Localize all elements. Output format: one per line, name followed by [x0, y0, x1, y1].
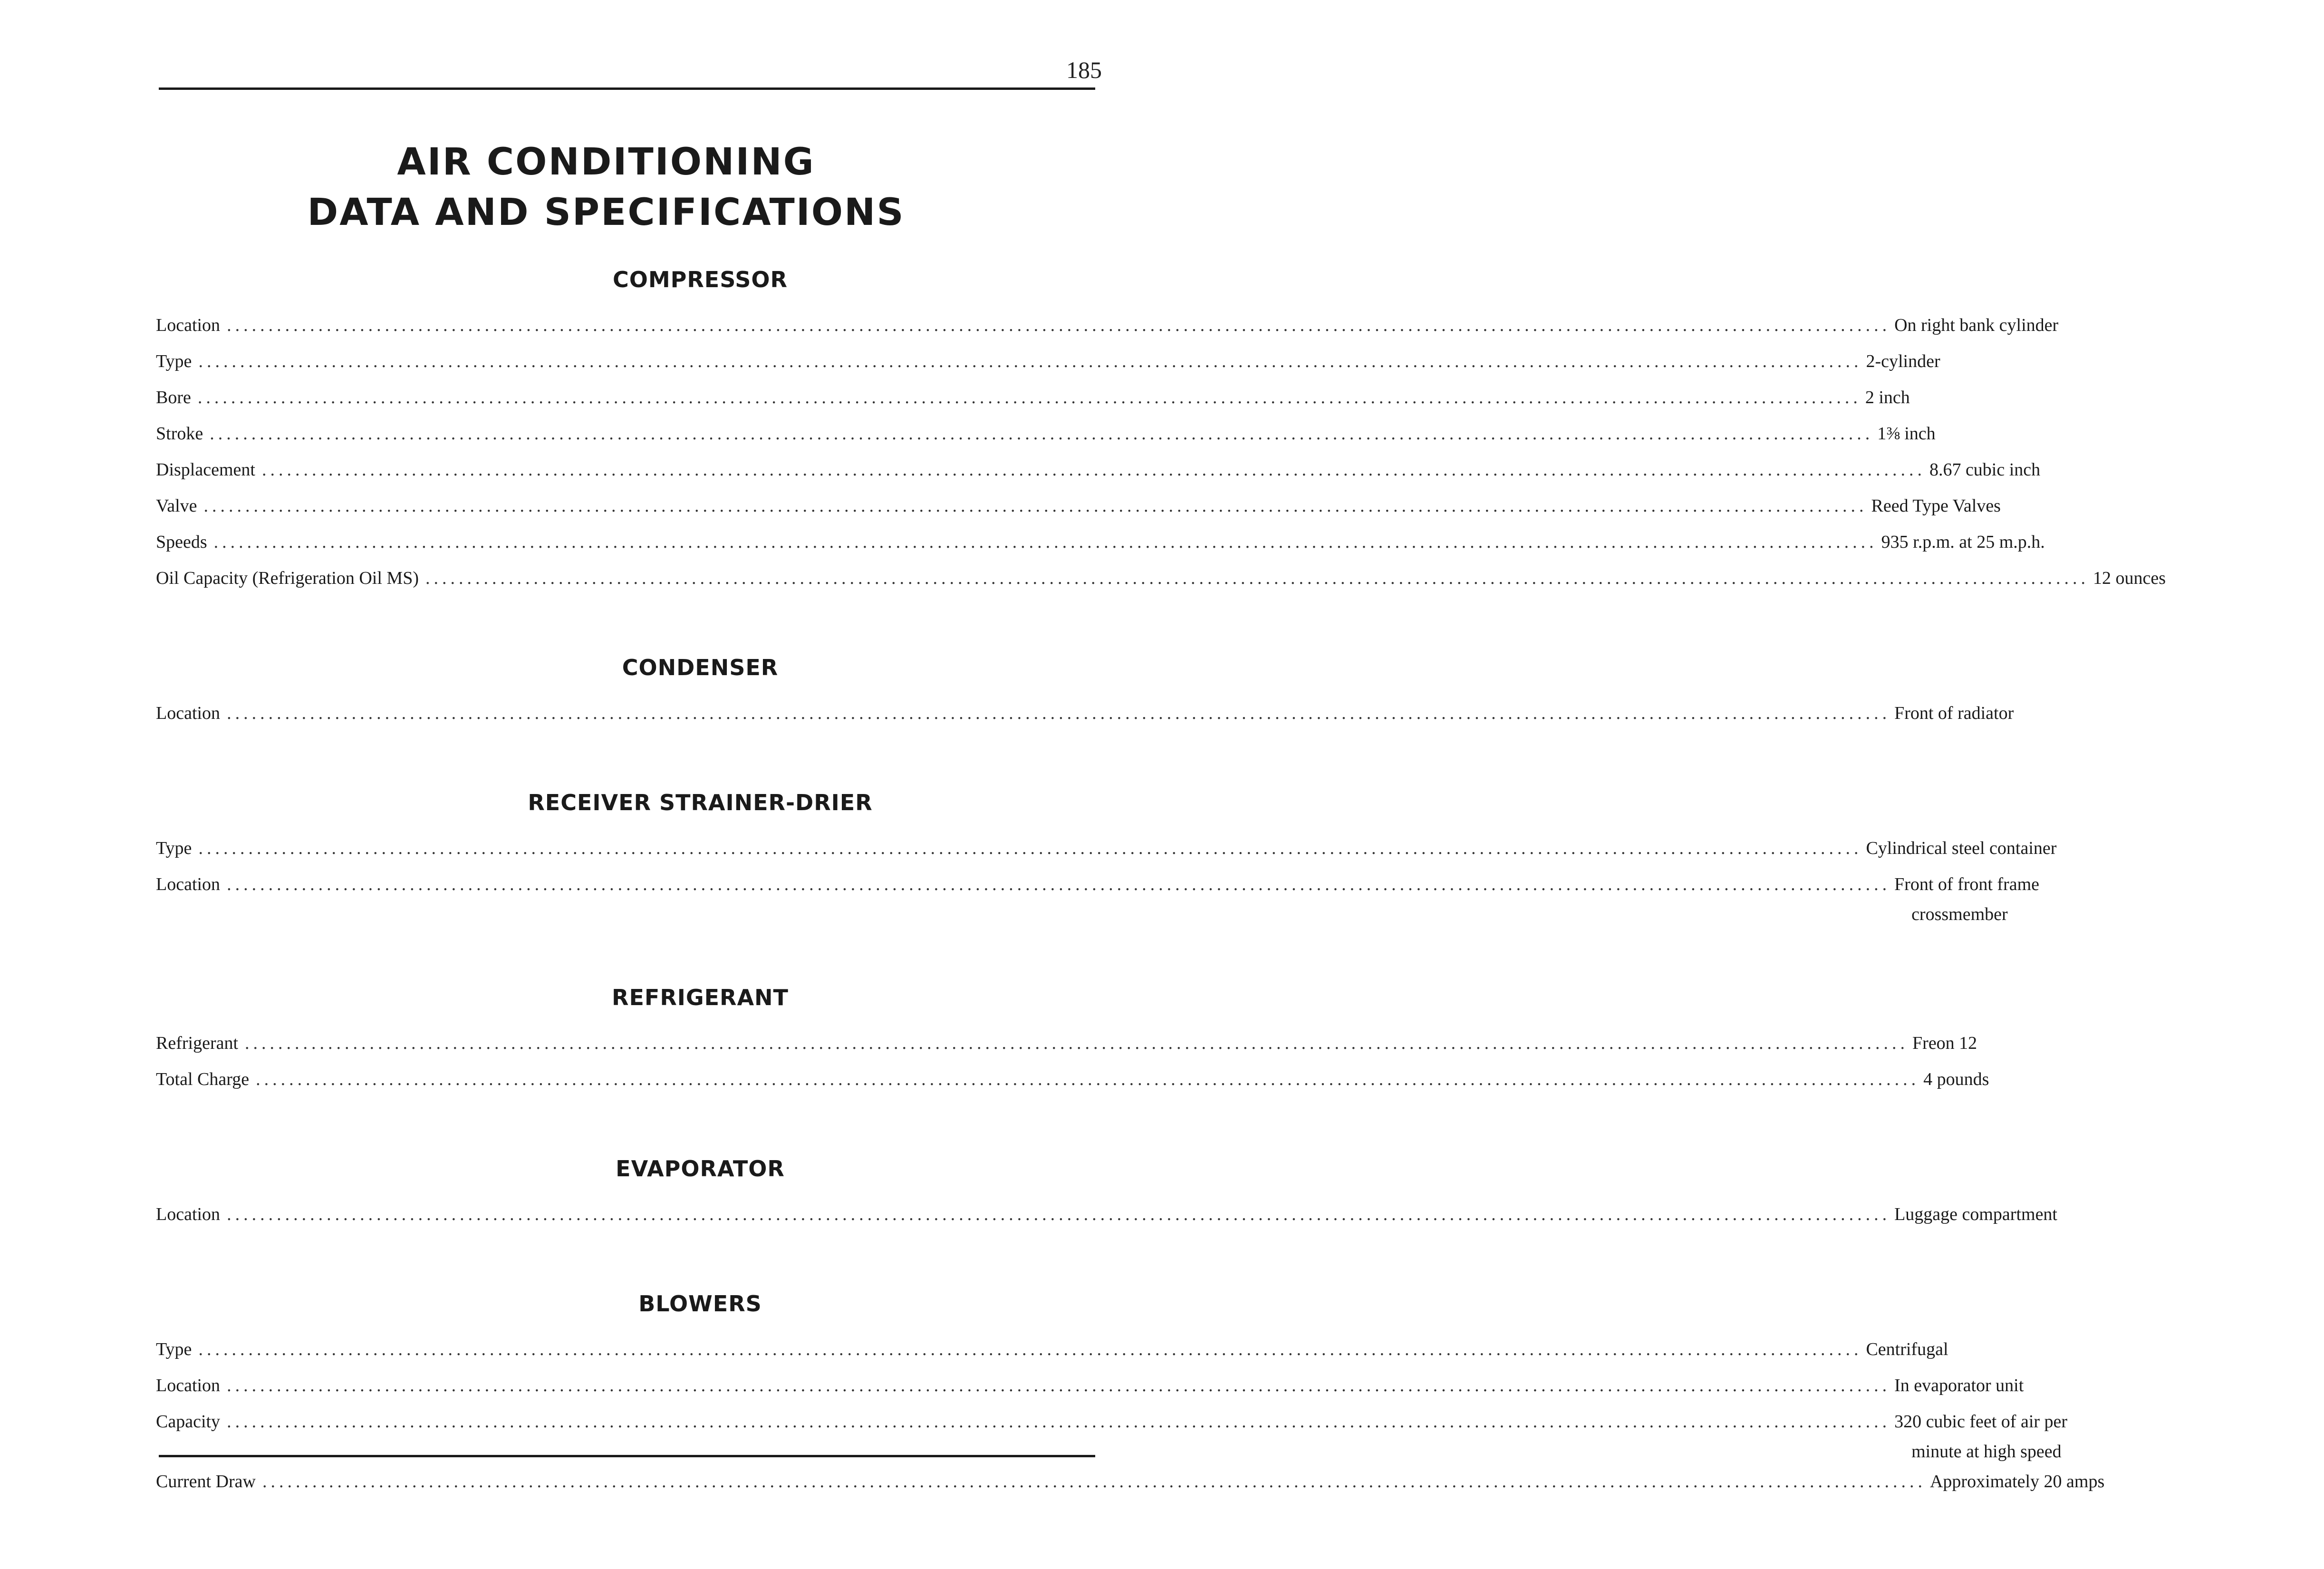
spec-value: Reed Type Valves	[1871, 496, 2001, 516]
spec-value: 935 r.p.m. at 25 m.p.h.	[1881, 532, 2045, 552]
section-gap	[156, 1097, 1078, 1150]
spec-row	[156, 695, 2014, 731]
dot-leader: ........................................................................................................................................................................................................	[227, 703, 1891, 723]
section-gap	[156, 1232, 1078, 1285]
spec-label: Speeds	[156, 532, 207, 552]
spec-value: Centrifugal	[1866, 1339, 1948, 1359]
spec-value-line-1: Front of front frame	[1894, 874, 2040, 894]
dot-leader: ........................................................................................................................................................................................................	[198, 351, 1862, 371]
spec-value: In evaporator unit	[1894, 1375, 2024, 1395]
dot-leader: ........................................................................................................................................................................................................	[198, 1339, 1862, 1359]
spec-rows	[156, 1196, 2057, 1232]
spec-label: Type	[156, 351, 192, 371]
spec-label: Location	[156, 874, 221, 894]
dot-leader: ........................................................................................................................................................................................................	[425, 568, 2089, 588]
section-condenser	[156, 649, 2014, 731]
spec-label: Refrigerant	[156, 1033, 239, 1053]
spec-value: 12 ounces	[2093, 568, 2166, 588]
section-heading: EVAPORATOR	[616, 1156, 785, 1182]
dot-leader: ........................................................................................................................................................................................................	[210, 424, 1874, 444]
spec-rows	[156, 695, 2014, 731]
section-gap	[156, 596, 1078, 649]
spec-label: Location	[156, 1204, 221, 1224]
spec-value	[1890, 866, 2125, 926]
spec-label: Bore	[156, 387, 191, 407]
section-gap	[156, 926, 1078, 978]
spec-value: Luggage compartment	[1894, 1204, 2057, 1224]
spec-row	[156, 866, 2040, 926]
section-heading: CONDENSER	[622, 655, 779, 680]
dot-leader: ........................................................................................................................................................................................................	[203, 496, 1868, 516]
spec-row	[156, 1061, 1989, 1097]
spec-rows	[156, 830, 2057, 926]
spec-value: Front of radiator	[1894, 703, 2014, 723]
section-heading: REFRIGERANT	[612, 985, 789, 1010]
section-refrigerant	[156, 978, 1989, 1097]
spec-value-line-2: crossmember	[1911, 904, 2008, 924]
spec-row	[156, 307, 2059, 343]
title-line-1: AIR CONDITIONING	[397, 141, 815, 184]
dot-leader: ........................................................................................................................................................................................................	[227, 1204, 1891, 1224]
dot-leader: ........................................................................................................................................................................................................	[261, 460, 1926, 480]
spec-row	[156, 416, 1936, 452]
spec-row	[156, 1331, 1948, 1367]
title-line-2: DATA AND SPECIFICATIONS	[307, 191, 905, 234]
spec-value: 2 inch	[1865, 387, 1910, 407]
spec-row	[156, 1367, 2024, 1404]
bottom-rule	[159, 1455, 1095, 1457]
spec-value-line-2: minute at high speed	[1911, 1442, 2062, 1462]
spec-row	[156, 830, 2057, 866]
dot-leader: ........................................................................................................................................................................................................	[227, 874, 1891, 894]
spec-label: Location	[156, 703, 221, 723]
spec-value	[1890, 1404, 2125, 1463]
page-number: 185	[1066, 57, 1102, 83]
spec-row	[156, 560, 2166, 596]
spec-label: Location	[156, 315, 221, 335]
dot-leader: ........................................................................................................................................................................................................	[256, 1069, 1920, 1089]
top-rule	[159, 87, 1095, 90]
spec-row	[156, 1463, 2105, 1500]
section-compressor	[156, 261, 2166, 596]
dot-leader: ........................................................................................................................................................................................................	[198, 838, 1862, 858]
spec-label: Valve	[156, 496, 197, 516]
dot-leader: ........................................................................................................................................................................................................	[262, 1472, 1926, 1492]
section-heading: RECEIVER STRAINER-DRIER	[528, 790, 873, 815]
page-title	[0, 137, 1212, 238]
spec-value: On right bank cylinder	[1894, 315, 2059, 335]
spec-label: Location	[156, 1375, 221, 1395]
spec-label: Displacement	[156, 460, 255, 480]
spec-label: Current Draw	[156, 1472, 256, 1492]
spec-value: Cylindrical steel container	[1866, 838, 2057, 858]
spec-row	[156, 488, 2001, 524]
section-evaporator	[156, 1150, 2057, 1232]
spec-label: Type	[156, 1339, 192, 1359]
spec-label: Stroke	[156, 424, 203, 444]
spec-row	[156, 524, 2045, 560]
dot-leader: ........................................................................................................................................................................................................	[227, 1412, 1891, 1432]
spec-row	[156, 379, 1910, 416]
spec-value: 1⅜ inch	[1877, 424, 1936, 444]
dot-leader: ........................................................................................................................................................................................................	[245, 1033, 1909, 1053]
spec-rows	[156, 1025, 1989, 1097]
dot-leader: ........................................................................................................................................................................................................	[197, 387, 1861, 407]
spec-rows	[156, 307, 2166, 596]
section-receiver-strainer-drier	[156, 784, 2057, 926]
spec-content	[156, 261, 2166, 1500]
spec-row	[156, 452, 2041, 488]
spec-row	[156, 343, 1940, 379]
dot-leader: ........................................................................................................................................................................................................	[227, 1375, 1891, 1395]
section-blowers	[156, 1285, 2105, 1500]
spec-rows	[156, 1331, 2105, 1500]
spec-value: Freon 12	[1912, 1033, 1977, 1053]
section-heading: COMPRESSOR	[613, 267, 788, 292]
spec-label: Oil Capacity (Refrigeration Oil MS)	[156, 568, 419, 588]
dot-leader: ........................................................................................................................................................................................................	[213, 532, 1878, 552]
spec-value: Approximately 20 amps	[1929, 1472, 2105, 1492]
section-heading: BLOWERS	[638, 1291, 762, 1317]
spec-value-line-1: 320 cubic feet of air per	[1894, 1412, 2068, 1432]
spec-row	[156, 1196, 2057, 1232]
spec-label: Type	[156, 838, 192, 858]
section-gap	[156, 731, 1078, 784]
spec-value: 4 pounds	[1923, 1069, 1989, 1089]
spec-row	[156, 1025, 1977, 1061]
spec-label: Total Charge	[156, 1069, 250, 1089]
spec-value: 2-cylinder	[1866, 351, 1940, 371]
dot-leader: ........................................................................................................................................................................................................	[227, 315, 1891, 335]
spec-label: Capacity	[156, 1412, 221, 1432]
spec-value: 8.67 cubic inch	[1929, 460, 2041, 480]
